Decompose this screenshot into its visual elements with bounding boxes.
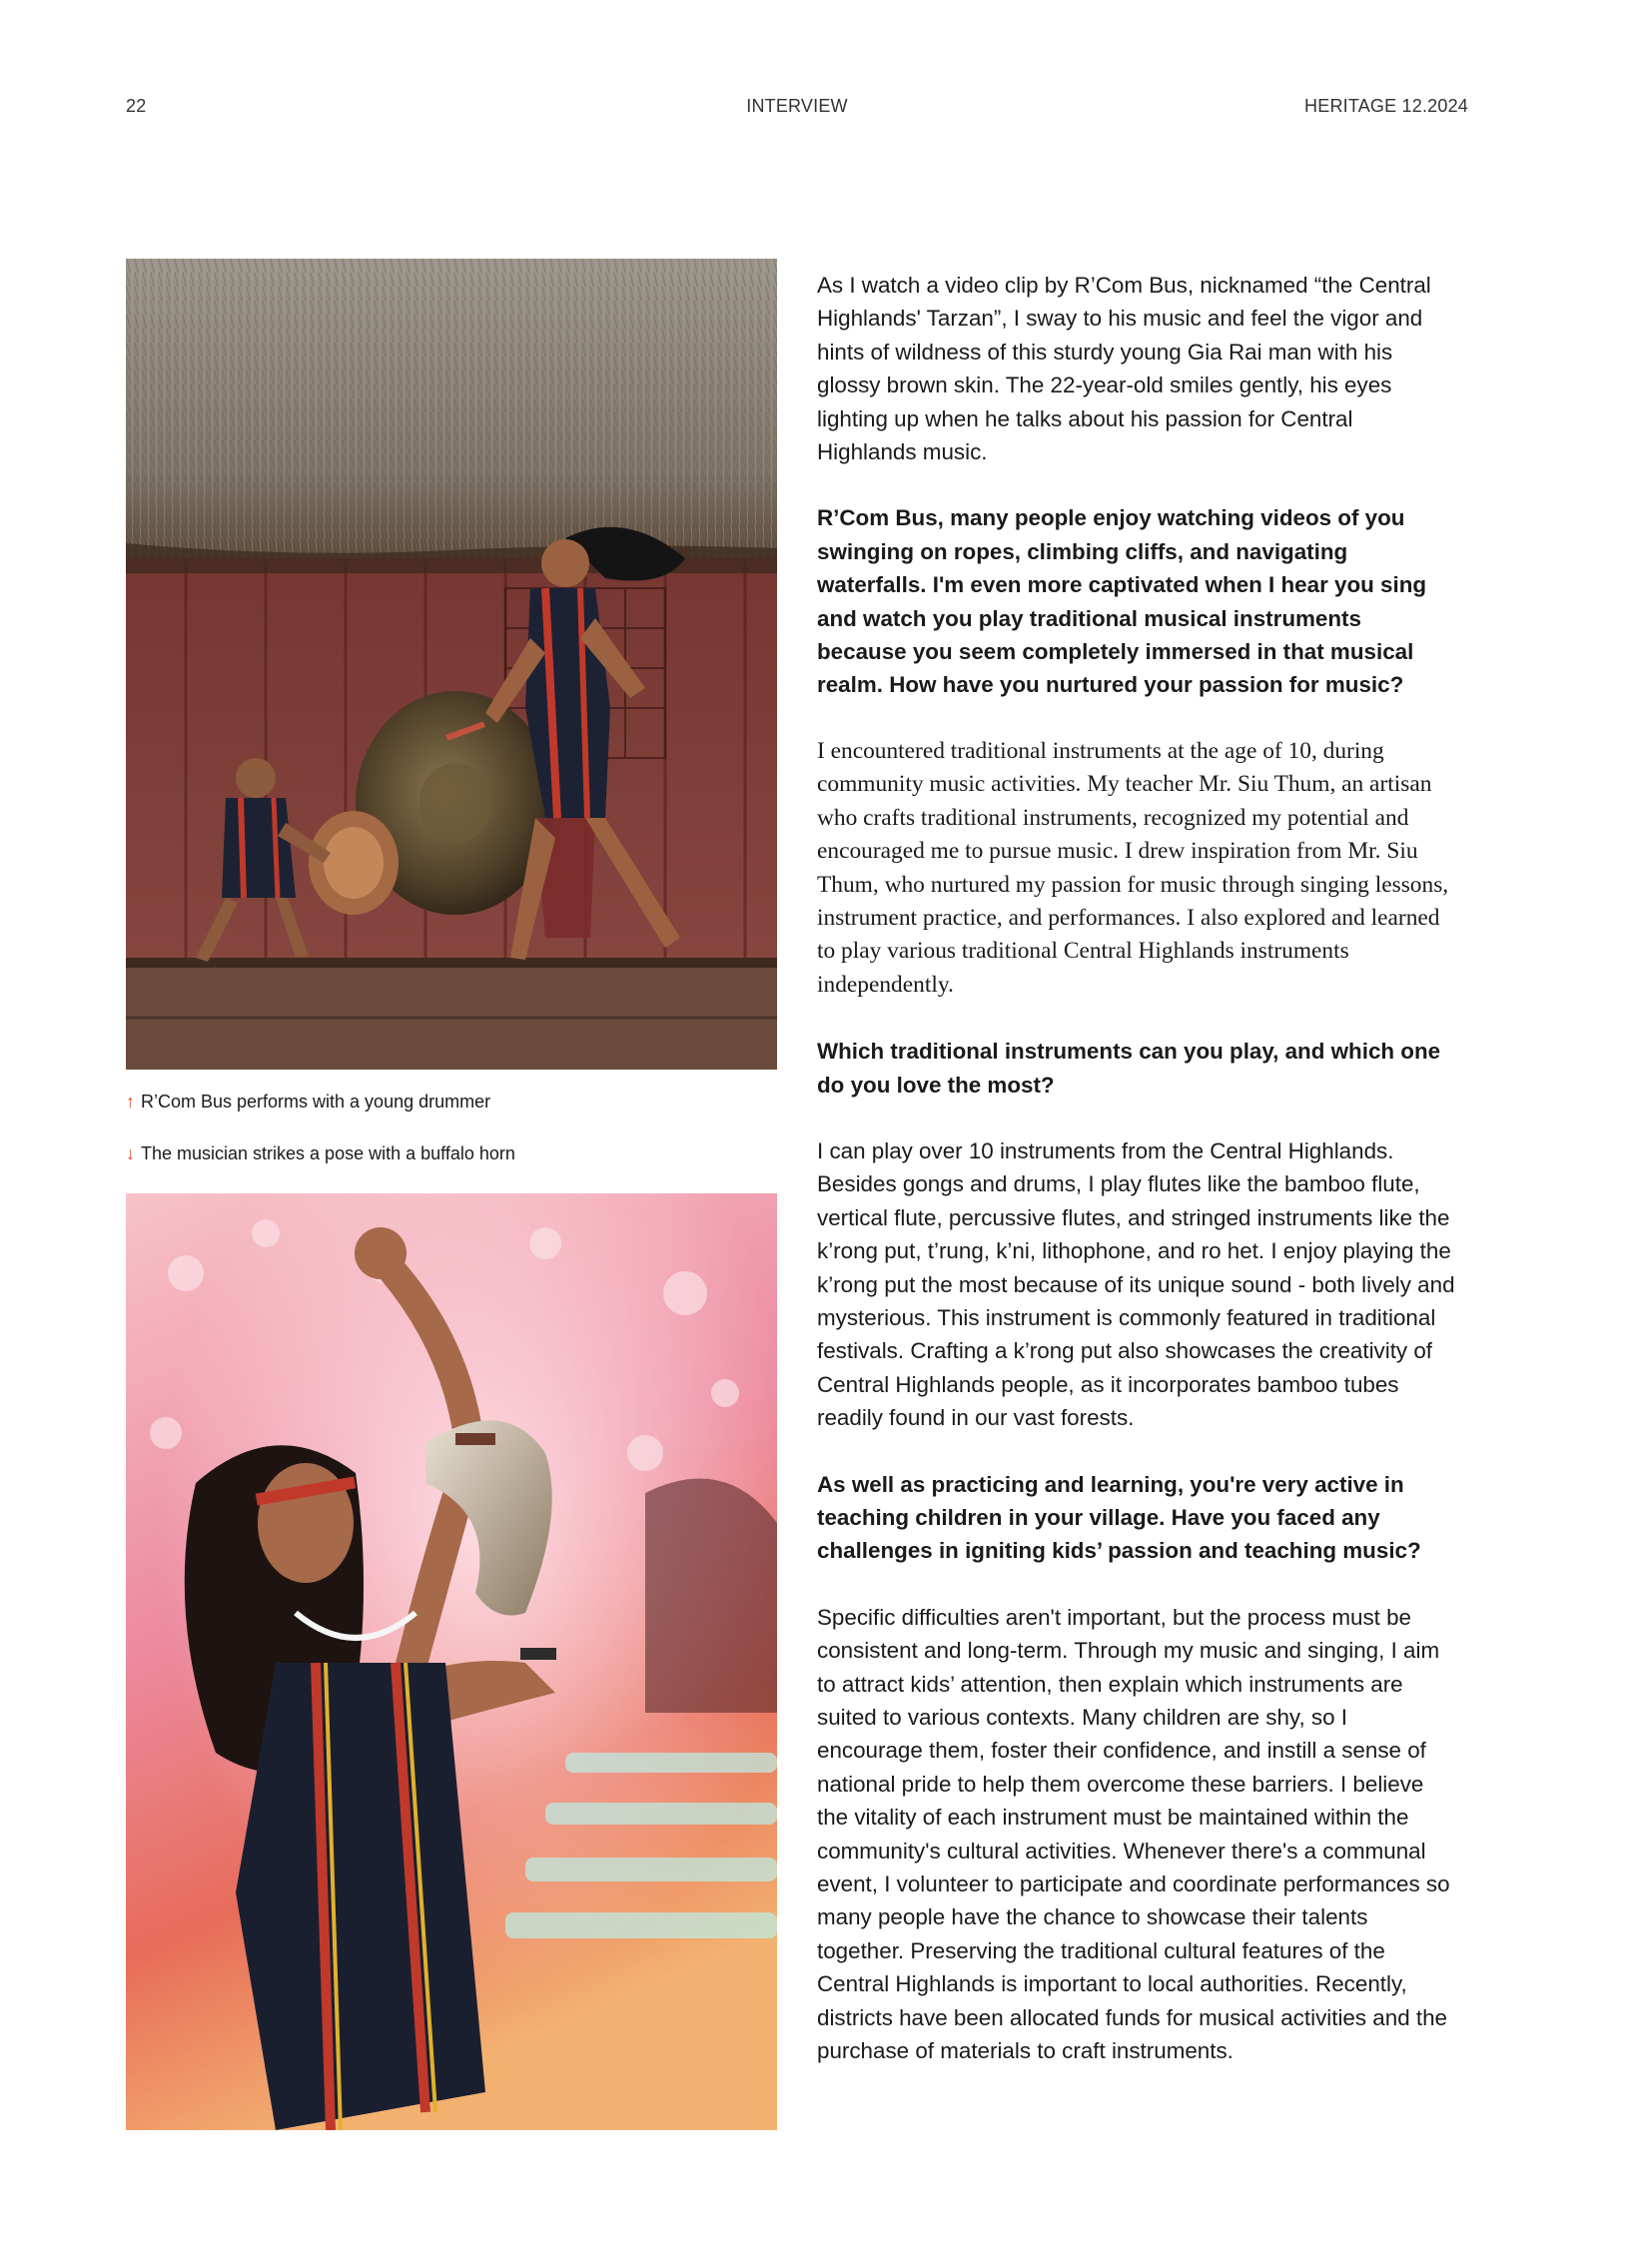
intro-paragraph: As I watch a video clip by R’Com Bus, nicknamed “the Central Highlands' Tarzan”, I sway to his music and feel the vigor and hints of wildness of this sturdy young Gia Rai man with his glossy brown skin. The 22-year-old smiles gently, his eyes lighting up when he talks about his passion for Central Highlands music. [817, 273, 1431, 465]
page-number: 22 [126, 96, 147, 116]
issue-label: HERITAGE 12.2024 [1304, 96, 1468, 116]
caption-bottom-text: The musician strikes a pose with a buffalo horn [141, 1143, 515, 1163]
answer-1: I encountered traditional instruments at the age of 10, during community music activities. My teacher Mr. Siu Thum, an artisan who crafts traditional instruments, recognized my potential and encouraged me to pursue music. I drew inspiration from Mr. Siu Thum, who nurtured my passion for music through singing lessons, instrument practice, and performances. I also explored and learned to play various traditional Central Highlands instruments independently. [817, 737, 1449, 998]
arrow-up-icon: ↑ [126, 1092, 135, 1112]
answer-2: I can play over 10 instruments from the Central Highlands. Besides gongs and drums, I play flutes like the bamboo flute, vertical flute, percussive flutes, and stringed instruments like the k’rong put, t’rung, k’ni, lithophone, and ro het. I enjoy playing the k’rong put the most because of its unique sound - both lively and mysterious. This instrument is commonly featured in traditional festivals. Crafting a k’rong put also showcases the creativity of Central Highlands people, as it incorporates bamboo tubes readily found in our vast forests. [817, 1137, 1455, 1431]
caption-top-text: R’Com Bus performs with a young drummer [141, 1092, 491, 1112]
question-3: As well as practicing and learning, you're very active in teaching children in your village. Have you faced any challenges in igniting kids’ passion and teaching music? [817, 1471, 1421, 1564]
photo-musician-buffalo-horn [126, 1193, 777, 2130]
question-1: R’Com Bus, many people enjoy watching videos of you swinging on ropes, climbing cliffs, and navigating waterfalls. I'm even more captivated when I hear you sing and watch you play traditional musical instruments because you seem completely immersed in that musical realm. How have you nurtured your passion for music? [817, 505, 1427, 698]
question-2: Which traditional instruments can you play, and which one do you love the most? [817, 1039, 1441, 1098]
arrow-down-icon: ↓ [126, 1143, 135, 1163]
photo-performer-with-drummer [126, 259, 777, 1070]
section-title: INTERVIEW [746, 96, 848, 116]
caption-bottom-photo [126, 1143, 515, 1164]
answer-3: Specific difficulties aren't important, but the process must be consistent and long-term. Through my music and singing, I aim to attract kids’ attention, then explain which instruments are suited to various contexts. Many children are shy, so I encourage them, foster their confidence, and instill a sense of national pride to help them overcome these barriers. I believe the vitality of each instrument must be maintained within the community's cultural activities. Whenever there's a communal event, I volunteer to participate and coordinate performances so many people have the chance to showcase their talents together. Preserving the traditional cultural features of the Central Highlands is important to local authorities. Recently, districts have been allocated funds for musical activities and the purchase of materials to craft instruments. [817, 1604, 1450, 2064]
caption-top-photo [126, 1092, 490, 1113]
interview-article [817, 269, 1456, 2101]
